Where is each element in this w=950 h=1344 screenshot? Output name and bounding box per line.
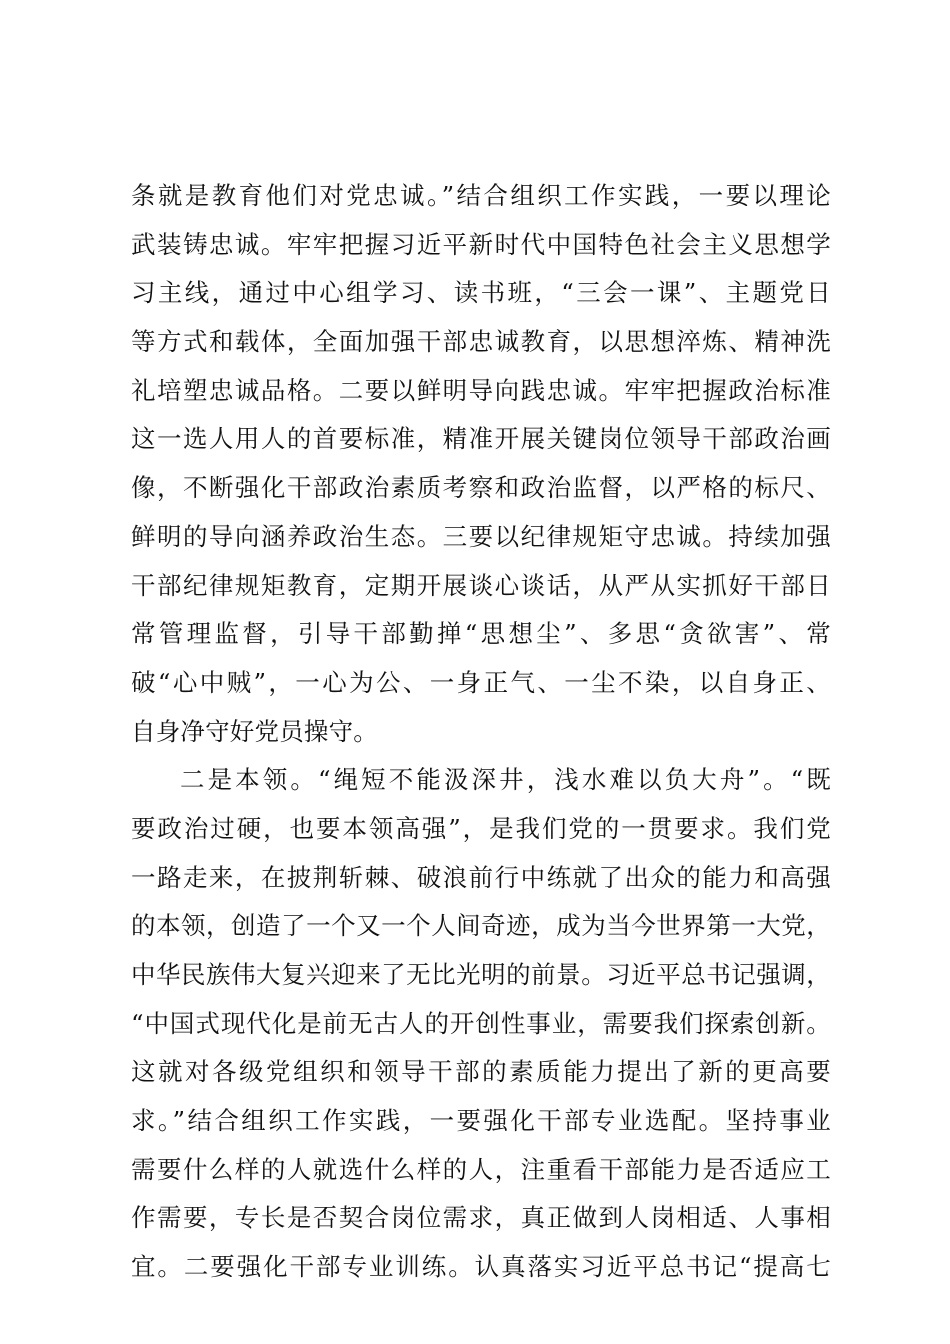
paragraph-ability	[131, 756, 831, 1292]
text-line: 需要什么样的人就选什么样的人，注重看干部能力是否适应工	[131, 1154, 831, 1184]
text-line: 等方式和载体，全面加强干部忠诚教育，以思想淬炼、精神洗	[131, 327, 831, 357]
text-line: 礼培塑忠诚品格。二要以鲜明导向践忠诚。牢牢把握政治标准	[131, 375, 831, 405]
text-line: 求。”结合组织工作实践，一要强化干部专业选配。坚持事业	[131, 1106, 831, 1136]
paragraph-loyalty	[131, 172, 831, 756]
text-line: 一路走来，在披荆斩棘、破浪前行中练就了出众的能力和高强	[131, 862, 831, 892]
text-line: 这一选人用人的首要标准，精准开展关键岗位领导干部政治画	[131, 424, 831, 454]
text-line: 常管理监督，引导干部勤掸“思想尘”、多思“贪欲害”、常	[131, 619, 831, 649]
text-line: 的本领，创造了一个又一个人间奇迹，成为当今世界第一大党，	[131, 911, 831, 941]
text-line: 作需要，专长是否契合岗位需求，真正做到人岗相适、人事相	[131, 1203, 831, 1233]
text-line: 中华民族伟大复兴迎来了无比光明的前景。习近平总书记强调，	[131, 960, 831, 989]
text-line: 自身净守好党员操守。	[131, 716, 378, 746]
text-line: 鲜明的导向涵养政治生态。三要以纪律规矩守忠诚。持续加强	[131, 521, 831, 551]
text-line: 这就对各级党组织和领导干部的素质能力提出了新的更高要	[131, 1057, 831, 1087]
text-line: “中国式现代化是前无古人的开创性事业，需要我们探索创新。	[131, 1008, 831, 1038]
text-line: 破“心中贼”，一心为公、一身正气、一尘不染，以自身正、	[131, 667, 831, 697]
text-line: 干部纪律规矩教育，定期开展谈心谈话，从严从实抓好干部日	[131, 570, 831, 600]
body-text	[131, 172, 831, 1292]
text-line: 要政治过硬，也要本领高强”，是我们党的一贯要求。我们党	[131, 813, 831, 843]
text-line: 习主线，通过中心组学习、读书班，“三会一课”、主题党日	[131, 278, 831, 308]
text-line: 武装铸忠诚。牢牢把握习近平新时代中国特色社会主义思想学	[131, 229, 831, 259]
text-line: 条就是教育他们对党忠诚。”结合组织工作实践，一要以理论	[131, 181, 831, 210]
text-line: 二是本领。“绳短不能汲深井，浅水难以负大舟”。“既	[180, 765, 831, 795]
text-line: 宜。二要强化干部专业训练。认真落实习近平总书记“提高七	[131, 1252, 831, 1282]
text-line: 像，不断强化干部政治素质考察和政治监督，以严格的标尺、	[131, 473, 831, 503]
